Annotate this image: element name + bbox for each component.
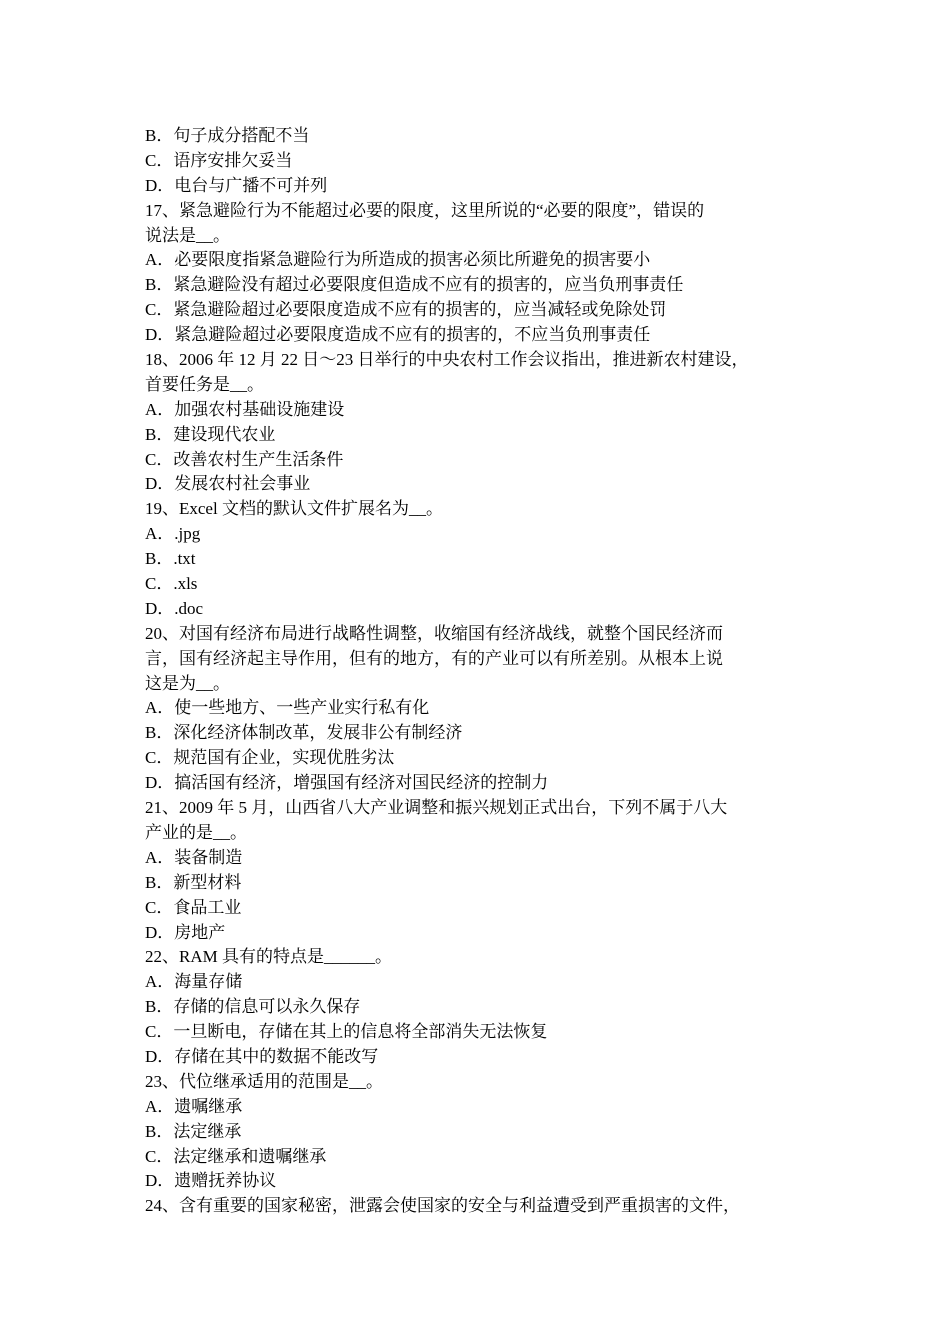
option-b-q23: B．法定继承	[145, 1121, 242, 1141]
option-c-q18: C．改善农村生产生活条件	[145, 449, 344, 469]
option-d-q22: D．存储在其中的数据不能改写	[145, 1046, 379, 1066]
option-a-q19: A．.jpg	[145, 524, 201, 544]
document-body	[145, 124, 825, 1219]
option-c-q20: C．规范国有企业，实现优胜劣汰	[145, 748, 395, 768]
option-d-q23: D．遗赠抚养协议	[145, 1171, 277, 1191]
option-a-q23: A．遗嘱继承	[145, 1096, 243, 1116]
option-b-q21: B．新型材料	[145, 872, 242, 892]
question-23: 23、代位继承适用的范围是__。	[145, 1071, 383, 1091]
option-a-q22: A．海量存储	[145, 972, 243, 992]
question-17-cont: 说法是__。	[145, 225, 230, 245]
option-d-q21: D．房地产	[145, 922, 226, 942]
question-18: 18、2006 年 12 月 22 日～23 日举行的中央农村工作会议指出，推进新农村建设，	[145, 350, 749, 370]
option-d-q18: D．发展农村社会事业	[145, 474, 311, 494]
option-a-q17: A．必要限度指紧急避险行为所造成的损害必须比所避免的损害要小	[145, 250, 651, 270]
option-d-q19: D．.doc	[145, 598, 204, 618]
option-c-q23: C．法定继承和遗嘱继承	[145, 1146, 327, 1166]
option-b-q16: B．句子成分搭配不当	[145, 126, 310, 145]
option-b-q22: B．存储的信息可以永久保存	[145, 997, 361, 1017]
option-d-q17: D．紧急避险超过必要限度造成不应有的损害的，不应当负刑事责任	[145, 325, 651, 345]
option-b-q18: B．建设现代农业	[145, 424, 276, 444]
option-b-q19: B．.txt	[145, 549, 196, 569]
question-21: 21、2009 年 5 月，山西省八大产业调整和振兴规划正式出台，下列不属于八大	[145, 798, 728, 818]
option-d-q20: D．搞活国有经济，增强国有经济对国民经济的控制力	[145, 773, 549, 793]
question-18-cont: 首要任务是__。	[145, 374, 264, 394]
question-20: 20、对国有经济布局进行战略性调整，收缩国有经济战线，就整个国民经济而	[145, 623, 723, 643]
option-c-q16: C．语序安排欠妥当	[145, 150, 293, 170]
question-17: 17、紧急避险行为不能超过必要的限度，这里所说的“必要的限度”，错误的	[145, 200, 705, 220]
option-c-q17: C．紧急避险超过必要限度造成不应有的损害的，应当减轻或免除处罚	[145, 300, 667, 320]
option-c-q21: C．食品工业	[145, 897, 242, 917]
option-b-q20: B．深化经济体制改革，发展非公有制经济	[145, 723, 463, 743]
question-21-cont: 产业的是__。	[145, 822, 247, 842]
question-22: 22、RAM 具有的特点是______。	[145, 947, 392, 967]
option-c-q22: C．一旦断电，存储在其上的信息将全部消失无法恢复	[145, 1022, 548, 1042]
option-c-q19: C．.xls	[145, 574, 198, 594]
question-19: 19、Excel 文档的默认文件扩展名为__。	[145, 499, 443, 519]
option-a-q21: A．装备制造	[145, 847, 243, 867]
option-a-q18: A．加强农村基础设施建设	[145, 399, 345, 419]
question-20-cont-2: 这是为__。	[145, 673, 230, 693]
option-b-q17: B．紧急避险没有超过必要限度但造成不应有的损害的，应当负刑事责任	[145, 275, 684, 295]
question-20-cont-1: 言，国有经济起主导作用，但有的地方，有的产业可以有所差别。从根本上说	[145, 648, 723, 668]
question-24: 24、含有重要的国家秘密，泄露会使国家的安全与利益遭受到严重损害的文件，	[145, 1196, 740, 1216]
option-d-q16: D．电台与广播不可并列	[145, 175, 328, 195]
option-a-q20: A．使一些地方、一些产业实行私有化	[145, 698, 430, 718]
